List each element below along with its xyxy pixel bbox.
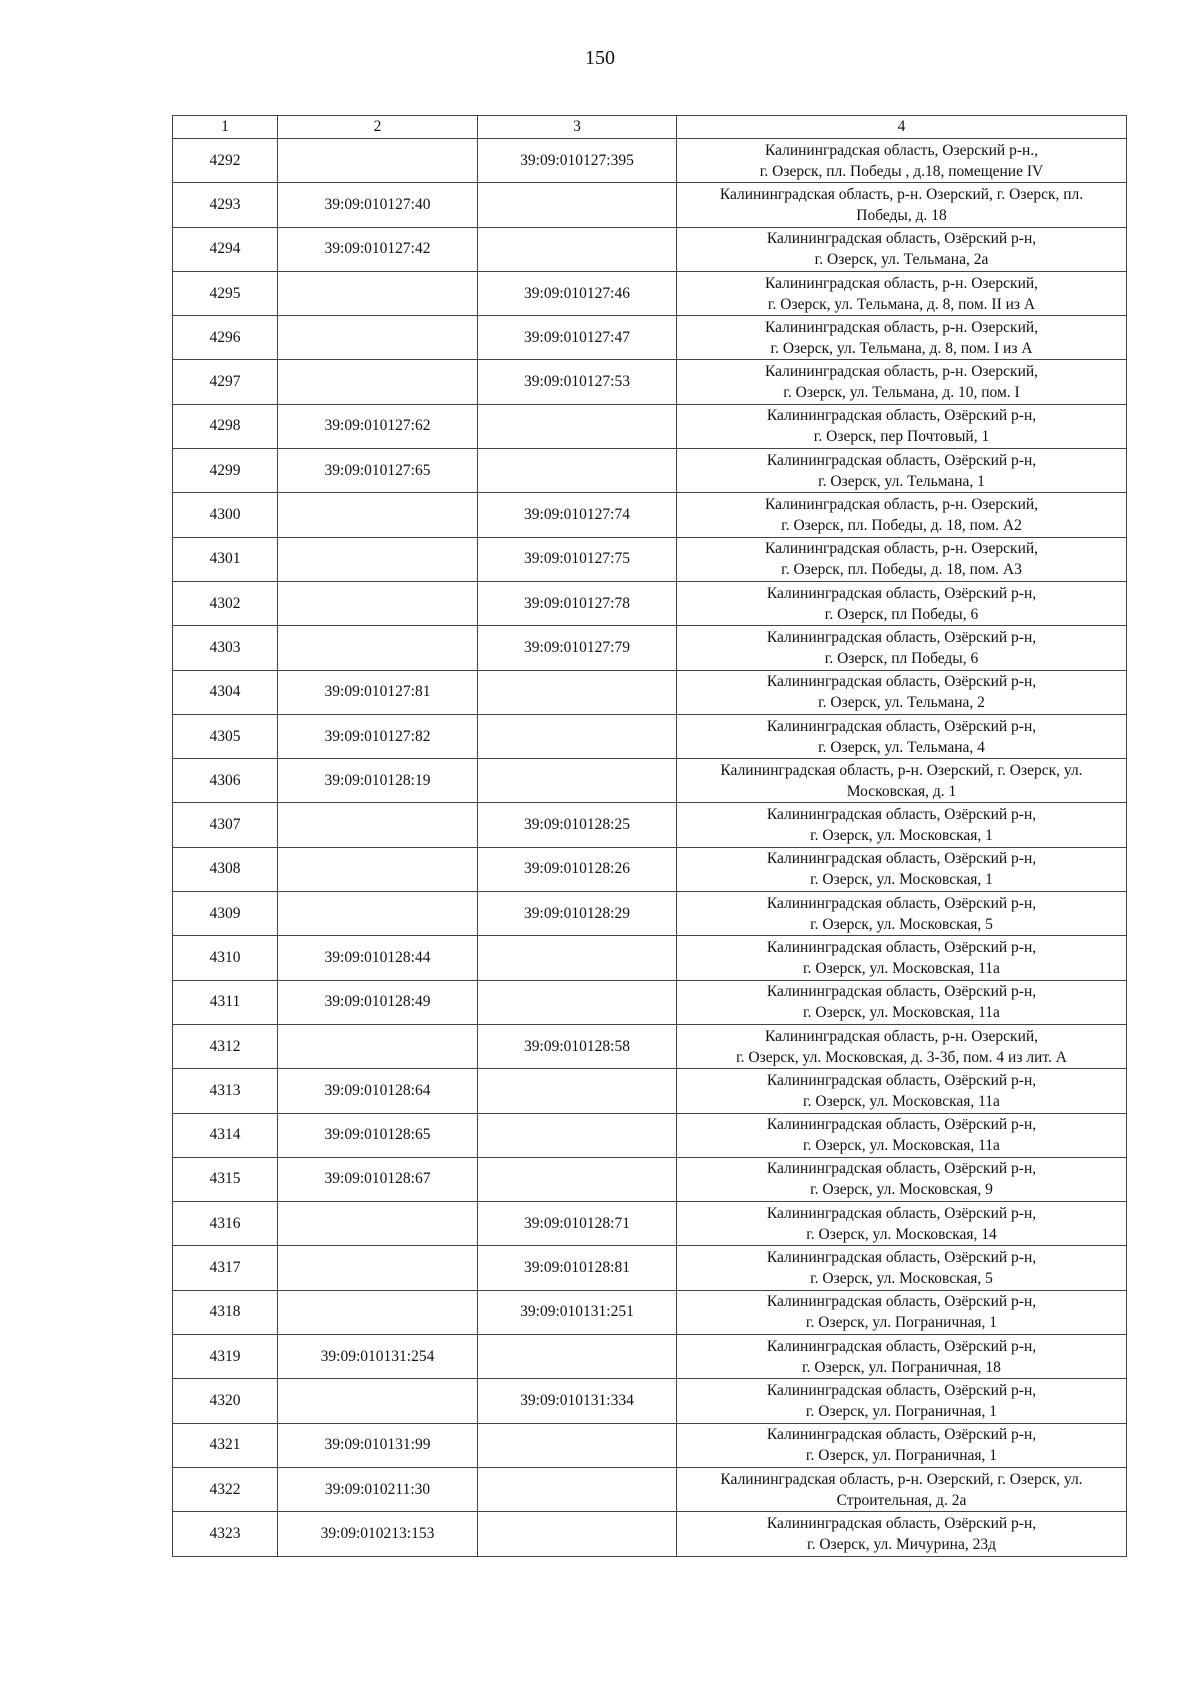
address-line: Калининградская область, Озёрский р-н,	[766, 983, 1037, 1001]
address-cell	[677, 404, 1127, 448]
table-row	[173, 1113, 1127, 1157]
cadastral-number-cell	[278, 803, 478, 847]
address-cell	[677, 670, 1127, 714]
address-cell	[677, 1379, 1127, 1423]
address-line: г. Озерск, пл Победы, 6	[824, 649, 979, 667]
address-cell	[677, 714, 1127, 758]
cadastral-number-cell: 39:09:010128:29	[478, 892, 677, 936]
table-row	[173, 1069, 1127, 1113]
table-row	[173, 227, 1127, 271]
address-line: Строительная, д. 2а	[836, 1491, 967, 1509]
table-row	[173, 847, 1127, 891]
row-number-cell: 4307	[173, 803, 278, 847]
table-row	[173, 183, 1127, 227]
cadastral-number-cell	[478, 404, 677, 448]
address-line: г. Озерск, ул. Московская, 11а	[803, 1004, 1000, 1022]
table-row	[173, 1335, 1127, 1379]
column-header: 2	[278, 116, 478, 139]
cadastral-number-cell	[478, 1467, 677, 1511]
address-line: Калининградская область, р-н. Озерский,	[764, 1027, 1039, 1045]
address-cell	[677, 1024, 1127, 1068]
cadastral-number-cell	[478, 449, 677, 493]
cadastral-number-cell	[478, 1423, 677, 1467]
column-header: 4	[677, 116, 1127, 139]
address-line: Калининградская область, р-н. Озерский,	[764, 274, 1039, 292]
table-row	[173, 360, 1127, 404]
address-cell	[677, 139, 1127, 183]
address-cell	[677, 1202, 1127, 1246]
cadastral-number-cell: 39:09:010211:30	[278, 1467, 478, 1511]
table-row	[173, 980, 1127, 1024]
table-row	[173, 1379, 1127, 1423]
cadastral-number-cell	[478, 714, 677, 758]
row-number-cell: 4294	[173, 227, 278, 271]
address-line: Калининградская область, Озёрский р-н,	[766, 1204, 1037, 1222]
address-cell	[677, 1335, 1127, 1379]
cadastral-number-cell: 39:09:010128:64	[278, 1069, 478, 1113]
address-line: Калининградская область, Озёрский р-н,	[766, 1337, 1037, 1355]
row-number-cell: 4319	[173, 1335, 278, 1379]
address-cell	[677, 1290, 1127, 1334]
table-row	[173, 271, 1127, 315]
cadastral-number-cell	[478, 670, 677, 714]
cadastral-number-cell: 39:09:010131:334	[478, 1379, 677, 1423]
cadastral-number-cell: 39:09:010127:395	[478, 139, 677, 183]
row-number-cell: 4297	[173, 360, 278, 404]
address-line: г. Озерск, ул. Тельмана, 2	[818, 694, 985, 712]
address-line: г. Озерск, ул. Пограничная, 18	[802, 1358, 1001, 1376]
row-number-cell: 4320	[173, 1379, 278, 1423]
table-row	[173, 759, 1127, 803]
address-line: Калининградская область, Озёрский р-н,	[766, 938, 1037, 956]
address-line: г. Озерск, пл Победы, 6	[824, 605, 979, 623]
row-number-cell: 4316	[173, 1202, 278, 1246]
row-number-cell: 4322	[173, 1467, 278, 1511]
address-line: Калининградская область, р-н. Озерский,	[764, 540, 1039, 558]
cadastral-number-cell	[278, 316, 478, 360]
address-cell	[677, 183, 1127, 227]
row-number-cell: 4295	[173, 271, 278, 315]
address-line: г. Озерск, пл. Победы, д. 18, пом. А3	[781, 561, 1022, 579]
address-cell	[677, 581, 1127, 625]
row-number-cell: 4323	[173, 1512, 278, 1556]
table-row	[173, 537, 1127, 581]
address-line: Московская, д. 1	[846, 782, 957, 800]
address-cell	[677, 316, 1127, 360]
cadastral-number-cell	[478, 1157, 677, 1201]
row-number-cell: 4293	[173, 183, 278, 227]
cadastral-number-cell: 39:09:010127:40	[278, 183, 478, 227]
cadastral-number-cell: 39:09:010127:79	[478, 626, 677, 670]
row-number-cell: 4317	[173, 1246, 278, 1290]
table-row	[173, 404, 1127, 448]
row-number-cell: 4299	[173, 449, 278, 493]
address-cell	[677, 493, 1127, 537]
row-number-cell: 4304	[173, 670, 278, 714]
cadastral-number-cell	[278, 581, 478, 625]
column-header: 1	[173, 116, 278, 139]
row-number-cell: 4311	[173, 980, 278, 1024]
address-line: Калининградская область, Озёрский р-н,	[766, 1293, 1037, 1311]
address-cell	[677, 626, 1127, 670]
address-line: г. Озерск, ул. Пограничная, 1	[805, 1314, 998, 1332]
table-header	[173, 116, 1127, 139]
table-row	[173, 626, 1127, 670]
cadastral-number-cell: 39:09:010128:58	[478, 1024, 677, 1068]
table-row	[173, 714, 1127, 758]
cadastral-number-cell: 39:09:010128:67	[278, 1157, 478, 1201]
address-line: г. Озерск, ул. Пограничная, 1	[805, 1447, 998, 1465]
address-cell	[677, 449, 1127, 493]
address-cell	[677, 227, 1127, 271]
row-number-cell: 4312	[173, 1024, 278, 1068]
cadastral-number-cell: 39:09:010131:99	[278, 1423, 478, 1467]
address-line: г. Озерск, ул. Тельмана, д. 8, пом. I из А	[770, 339, 1033, 357]
row-number-cell: 4303	[173, 626, 278, 670]
address-line: Калининградская область, р-н. Озерский, г. Озерск, ул.	[720, 1470, 1083, 1488]
address-line: Калининградская область, Озёрский р-н,	[766, 1426, 1037, 1444]
address-line: г. Озерск, ул. Московская, 11а	[803, 1137, 1000, 1155]
cadastral-number-cell	[478, 183, 677, 227]
address-line: Калининградская область, Озёрский р-н,	[766, 894, 1037, 912]
cadastral-number-cell: 39:09:010131:254	[278, 1335, 478, 1379]
address-cell	[677, 936, 1127, 980]
row-number-cell: 4292	[173, 139, 278, 183]
cadastral-number-cell: 39:09:010127:47	[478, 316, 677, 360]
row-number-cell: 4306	[173, 759, 278, 803]
cadastral-number-cell: 39:09:010127:81	[278, 670, 478, 714]
address-cell	[677, 1512, 1127, 1556]
address-line: г. Озерск, ул. Московская, 11а	[803, 959, 1000, 977]
page-number: 150	[585, 47, 615, 69]
table-row	[173, 892, 1127, 936]
table-row	[173, 493, 1127, 537]
cadastral-number-cell: 39:09:010127:78	[478, 581, 677, 625]
row-number-cell: 4314	[173, 1113, 278, 1157]
address-line: Калининградская область, Озёрский р-н,	[766, 1071, 1037, 1089]
address-cell	[677, 1157, 1127, 1201]
cadastral-number-cell: 39:09:010213:153	[278, 1512, 478, 1556]
address-line: Калининградская область, р-н. Озерский, г. Озерск, ул.	[720, 761, 1083, 779]
cadastral-number-cell: 39:09:010127:65	[278, 449, 478, 493]
address-line: г. Озерск, ул. Тельмана, 4	[818, 738, 985, 756]
table-row	[173, 139, 1127, 183]
address-cell	[677, 1069, 1127, 1113]
row-number-cell: 4309	[173, 892, 278, 936]
row-number-cell: 4310	[173, 936, 278, 980]
row-number-cell: 4321	[173, 1423, 278, 1467]
registry-table	[172, 115, 1127, 1557]
address-cell	[677, 892, 1127, 936]
cadastral-number-cell	[478, 1113, 677, 1157]
cadastral-number-cell	[478, 1335, 677, 1379]
table-body	[173, 139, 1127, 1557]
cadastral-number-cell	[278, 139, 478, 183]
cadastral-number-cell	[278, 1024, 478, 1068]
address-line: Калининградская область, Озёрский р-н,	[766, 1381, 1037, 1399]
cadastral-number-cell: 39:09:010128:71	[478, 1202, 677, 1246]
address-line: Калининградская область, р-н. Озерский, г. Озерск, пл.	[719, 185, 1084, 203]
address-line: Калининградская область, Озёрский р-н,	[766, 451, 1037, 469]
address-line: Калининградская область, Озёрский р-н,	[766, 628, 1037, 646]
cadastral-number-cell: 39:09:010127:62	[278, 404, 478, 448]
row-number-cell: 4308	[173, 847, 278, 891]
cadastral-number-cell	[278, 847, 478, 891]
row-number-cell: 4298	[173, 404, 278, 448]
table-row	[173, 1512, 1127, 1556]
table-row	[173, 670, 1127, 714]
address-line: Калининградская область, р-н. Озерский,	[764, 318, 1039, 336]
address-cell	[677, 537, 1127, 581]
cadastral-number-cell: 39:09:010128:49	[278, 980, 478, 1024]
address-line: Калининградская область, Озёрский р-н,	[766, 1514, 1037, 1532]
table-row	[173, 1246, 1127, 1290]
address-cell	[677, 803, 1127, 847]
address-line: г. Озерск, ул. Московская, д. 3-3б, пом. 4 из лит. А	[736, 1048, 1067, 1066]
cadastral-number-cell: 39:09:010128:81	[478, 1246, 677, 1290]
table-row	[173, 803, 1127, 847]
address-line: г. Озерск, ул. Московская, 9	[810, 1181, 993, 1199]
cadastral-number-cell: 39:09:010127:46	[478, 271, 677, 315]
row-number-cell: 4300	[173, 493, 278, 537]
address-line: Калининградская область, Озёрский р-н,	[766, 407, 1037, 425]
address-cell	[677, 759, 1127, 803]
cadastral-number-cell	[278, 1202, 478, 1246]
address-line: г. Озерск, ул. Московская, 14	[806, 1225, 997, 1243]
row-number-cell: 4313	[173, 1069, 278, 1113]
cadastral-number-cell	[278, 1379, 478, 1423]
address-cell	[677, 1467, 1127, 1511]
address-line: Калининградская область, Озерский р-н.,	[764, 141, 1039, 159]
table-row	[173, 581, 1127, 625]
cadastral-number-cell	[478, 980, 677, 1024]
address-line: Калининградская область, Озёрский р-н,	[766, 230, 1037, 248]
cadastral-number-cell	[278, 892, 478, 936]
address-line: г. Озерск, пл. Победы, д. 18, пом. А2	[781, 517, 1022, 535]
cadastral-number-cell	[478, 936, 677, 980]
address-line: г. Озерск, ул. Московская, 5	[810, 1270, 993, 1288]
address-line: г. Озерск, ул. Московская, 1	[810, 871, 993, 889]
address-line: г. Озерск, пер Почтовый, 1	[813, 428, 990, 446]
address-line: Калининградская область, р-н. Озерский,	[764, 363, 1039, 381]
cadastral-number-cell: 39:09:010127:42	[278, 227, 478, 271]
table-row	[173, 1423, 1127, 1467]
cadastral-number-cell	[278, 360, 478, 404]
address-line: г. Озерск, ул. Тельмана, д. 10, пом. I	[783, 384, 1020, 402]
address-line: г. Озерск, ул. Московская, 1	[810, 827, 993, 845]
table-row	[173, 316, 1127, 360]
address-line: Калининградская область, Озёрский р-н,	[766, 806, 1037, 824]
table-row	[173, 1467, 1127, 1511]
address-line: Калининградская область, Озёрский р-н,	[766, 850, 1037, 868]
table-row	[173, 1157, 1127, 1201]
address-line: Калининградская область, Озёрский р-н,	[766, 584, 1037, 602]
cadastral-number-cell	[478, 759, 677, 803]
address-cell	[677, 980, 1127, 1024]
cadastral-number-cell	[478, 1069, 677, 1113]
address-line: г. Озерск, ул. Московская, 11а	[803, 1092, 1000, 1110]
cadastral-number-cell: 39:09:010127:53	[478, 360, 677, 404]
address-line: Калининградская область, Озёрский р-н,	[766, 1160, 1037, 1178]
row-number-cell: 4318	[173, 1290, 278, 1334]
address-line: Калининградская область, Озёрский р-н,	[766, 1249, 1037, 1267]
header-row	[173, 116, 1127, 139]
cadastral-number-cell: 39:09:010128:26	[478, 847, 677, 891]
cadastral-number-cell: 39:09:010128:25	[478, 803, 677, 847]
cadastral-number-cell	[278, 1246, 478, 1290]
cadastral-number-cell: 39:09:010128:44	[278, 936, 478, 980]
address-line: г. Озерск, ул. Пограничная, 1	[805, 1402, 998, 1420]
address-cell	[677, 271, 1127, 315]
row-number-cell: 4315	[173, 1157, 278, 1201]
cadastral-number-cell: 39:09:010127:82	[278, 714, 478, 758]
address-line: Калининградская область, Озёрский р-н,	[766, 1116, 1037, 1134]
address-cell	[677, 360, 1127, 404]
table-row	[173, 1024, 1127, 1068]
table-row	[173, 1290, 1127, 1334]
address-line: Калининградская область, Озёрский р-н,	[766, 673, 1037, 691]
address-cell	[677, 1113, 1127, 1157]
cadastral-number-cell	[478, 1512, 677, 1556]
cadastral-number-cell: 39:09:010131:251	[478, 1290, 677, 1334]
cadastral-number-cell	[278, 493, 478, 537]
address-line: г. Озерск, ул. Тельмана, 1	[818, 472, 985, 490]
address-line: Калининградская область, р-н. Озерский,	[764, 496, 1039, 514]
address-cell	[677, 847, 1127, 891]
cadastral-number-cell	[278, 271, 478, 315]
row-number-cell: 4296	[173, 316, 278, 360]
table-row	[173, 1202, 1127, 1246]
address-line: г. Озерск, ул. Тельмана, 2а	[814, 251, 989, 269]
table-row	[173, 449, 1127, 493]
address-line: г. Озерск, ул. Московская, 5	[810, 915, 993, 933]
address-line: г. Озерск, ул. Тельмана, д. 8, пом. II из А	[767, 295, 1036, 313]
table-row	[173, 936, 1127, 980]
cadastral-number-cell	[478, 227, 677, 271]
cadastral-number-cell: 39:09:010127:74	[478, 493, 677, 537]
row-number-cell: 4302	[173, 581, 278, 625]
address-line: Калининградская область, Озёрский р-н,	[766, 717, 1037, 735]
row-number-cell: 4301	[173, 537, 278, 581]
address-line: г. Озерск, пл. Победы , д.18, помещение IV	[759, 162, 1044, 180]
cadastral-number-cell	[278, 1290, 478, 1334]
address-cell	[677, 1423, 1127, 1467]
cadastral-number-cell: 39:09:010128:19	[278, 759, 478, 803]
address-line: г. Озерск, ул. Мичурина, 23д	[807, 1535, 996, 1553]
cadastral-number-cell: 39:09:010128:65	[278, 1113, 478, 1157]
row-number-cell: 4305	[173, 714, 278, 758]
cadastral-number-cell: 39:09:010127:75	[478, 537, 677, 581]
cadastral-number-cell	[278, 537, 478, 581]
address-cell	[677, 1246, 1127, 1290]
column-header: 3	[478, 116, 677, 139]
cadastral-number-cell	[278, 626, 478, 670]
address-line: Победы, д. 18	[856, 206, 947, 224]
